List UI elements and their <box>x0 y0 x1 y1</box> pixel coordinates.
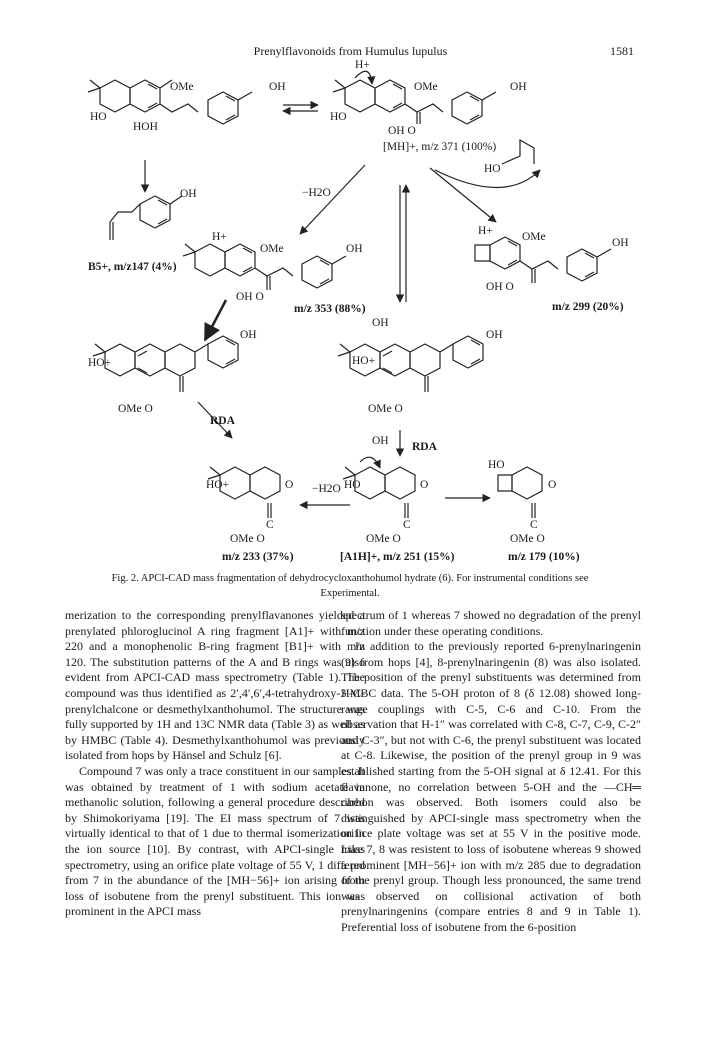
label-rda-right: RDA <box>412 441 437 453</box>
structure-fragment-233 <box>208 467 280 518</box>
label-rda-left: RDA <box>210 415 235 427</box>
label-179-o: O <box>548 479 557 491</box>
page-number: 1581 <box>610 44 634 58</box>
structure-299 <box>475 237 611 283</box>
label-a1-oh: OH <box>372 435 389 447</box>
equilibrium-arrow-top <box>283 105 318 111</box>
label-top-left-hoh: HOH <box>133 121 158 133</box>
label-179-c: C <box>530 519 538 531</box>
label-b5: B5+, m/z147 (4%) <box>88 261 177 273</box>
arrow-to-flavanone-left <box>205 300 226 340</box>
arrow-loss-water <box>300 165 365 234</box>
label-top-right-h: H+ <box>355 59 370 71</box>
label-top-right-ome: OMe <box>414 81 438 93</box>
label-233-o: O <box>285 479 294 491</box>
label-fl-left-ho: HO+ <box>88 357 112 369</box>
right-paragraph-1: spectrum of 1 whereas 7 showed no degradation of the prenyl function under these operating conditions. <box>341 608 641 638</box>
label-fl-left-ome: OMe O <box>118 403 153 415</box>
structure-chalcone-protonated <box>333 71 496 124</box>
label-233-ome: OMe O <box>230 533 265 545</box>
structure-b5 <box>110 196 182 240</box>
left-paragraph-2: Compound 7 was only a trace constituent in our samples. It was obtained by treatment of 1 with sodium acetate in methanolic solution, following a general procedure described by Shimokoriyama [19]. The EI mass spectrum of 7 was virtually identical to that of 1 due to thermal isomerization in the ion source [10]. By contrast, with APCI-single mass spectrometry, using an orifice plate voltage of 55 V, 1 differed from 7 in the abundance of the [MH−56]+ ion arising from loss of isobutene from the prenyl substituent. This ion was prominent in the APCI mass <box>65 763 365 919</box>
label-179-ho: HO <box>488 459 505 471</box>
label-fl-right-oh: OH <box>372 317 389 329</box>
label-m251: [A1H]+, m/z 251 (15%) <box>340 551 455 563</box>
left-paragraph-1: merization to the corresponding prenylflavanones yielded a prenylated phloroglucinol A ring fragment [A1]+ with m/z 220 and a monophenolic B-ring fragment [B1]+ with m/z 120. The substitution patterns of the A and B rings was also evident from APCI-CAD mass spectrometry (Table 1). The compound was thus identified as 2′,4′,6′,4-tetrahydroxy-3′-C-prenylchalcone or desmethylxanthohumol. The structure was fully supported by 1H and 13C NMR data (Table 3) as well as by HMBC (Table 4). Desmethylxanthohumol was previously isolated from hops by Hänsel and Schulz [6]. <box>65 608 365 763</box>
label-299-ome: OMe <box>522 231 546 243</box>
arrow-to-299 <box>430 168 496 222</box>
label-a1-c: C <box>403 519 411 531</box>
label-233-ho: HO+ <box>206 479 230 491</box>
label-a1-ome: OMe O <box>366 533 401 545</box>
equilibrium-arrow-vertical <box>400 185 406 302</box>
label-233-c: C <box>266 519 274 531</box>
label-prenyl-ho: HO <box>484 163 501 175</box>
label-m179: m/z 179 (10%) <box>508 551 580 563</box>
label-mh-ion: [MH]+, m/z 371 (100%) <box>383 141 497 153</box>
label-299-h: H+ <box>478 225 493 237</box>
right-paragraph-2: In addition to the previously reported 6-prenylnaringenin (9) from hops [4], 8-prenylnaringenin (8) was also isolated. The position of the prenyl substituents was determined from HMBC data. The 5-OH proton of 8 (δ 12.08) showed long-range couplings with C-5, C-6 and C-10. From the observation that H-1″ was correlated with C-8, C-7, C-9, C-2″ and C-3″, but not with C-6, the prenyl substituent was located at C-8. Likewise, the position of the prenyl group in 9 was established starting from the 5-OH signal at δ 12.41. For this flavanone, no correlation between 5-OH and the —CH═ carbon was observed. Both isomers could also be distinguished by APCI-single mass spectrometry when the orifice plate voltage was set at 55 V in the positive mode. Like 7, 8 was resistent to loss of isobutene whereas 9 showed a prominent [MH−56]+ ion with m/z 285 due to degradation of the prenyl group. Though less pronounced, the same trend was observed on collisional activation of both prenylnaringenins (compare entries 8 and 9 in Table 1). Preferential loss of isobutene from the 6-position <box>341 639 641 934</box>
label-299-oh: OH <box>612 237 629 249</box>
label-fl-right-oh2: OH <box>486 329 503 341</box>
label-m353: m/z 353 (88%) <box>294 303 366 315</box>
label-299-oh-o: OH O <box>486 281 514 293</box>
label-fl-left-oh: OH <box>240 329 257 341</box>
structure-flavanone-left <box>93 336 238 392</box>
label-top-left-ome: OMe <box>170 81 194 93</box>
label-m233: m/z 233 (37%) <box>222 551 294 563</box>
label-top-left-ho: HO <box>90 111 107 123</box>
label-b5-oh: OH <box>180 188 197 200</box>
label-top-right-oh: OH <box>510 81 527 93</box>
label-loss-water: −H2O <box>302 187 331 199</box>
right-column <box>341 608 641 935</box>
figure-caption: Fig. 2. APCI-CAD mass fragmentation of dehydrocycloxanthohumol hydrate (6). For instrumental conditions see Experimental. <box>111 573 589 599</box>
label-179-ome: OMe O <box>510 533 545 545</box>
label-mid-h: H+ <box>212 231 227 243</box>
label-a1-ho: HO <box>344 479 361 491</box>
left-column <box>65 608 365 920</box>
label-fl-right-ome: OMe O <box>368 403 403 415</box>
label-a1-o: O <box>420 479 429 491</box>
label-top-right-oh-o: OH O <box>388 125 416 137</box>
label-mid-oh-o: OH O <box>236 291 264 303</box>
label-m299: m/z 299 (20%) <box>552 301 624 313</box>
label-fl-right-ho: HO+ <box>352 355 376 367</box>
label-top-left-oh: OH <box>269 81 286 93</box>
label-mid-ome: OMe <box>260 243 284 255</box>
label-loss-water-lower: −H2O <box>312 483 341 495</box>
structure-isoprene <box>502 140 534 164</box>
label-top-right-ho: HO <box>330 111 347 123</box>
running-title: Prenylflavonoids from Humulus lupulus <box>253 44 448 58</box>
label-mid-oh: OH <box>346 243 363 255</box>
structure-fragment-179 <box>498 467 542 518</box>
